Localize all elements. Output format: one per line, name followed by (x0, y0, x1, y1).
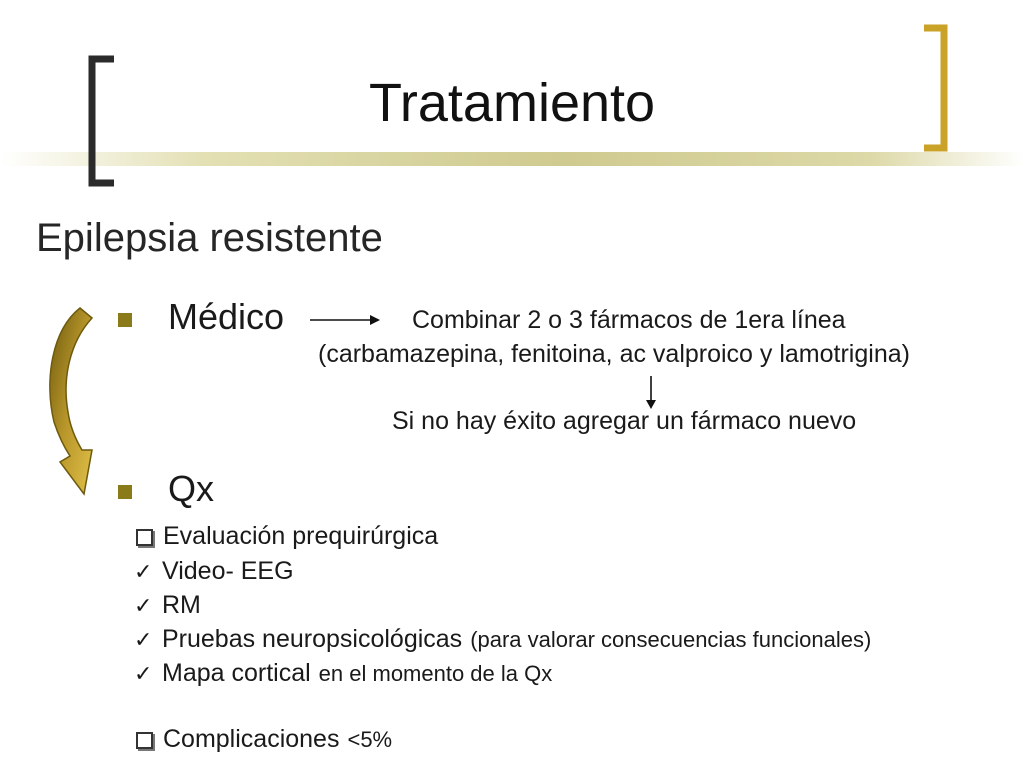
right-arrow-icon (310, 312, 382, 328)
check-label: Mapa cortical (162, 659, 311, 687)
down-arrow-icon (643, 376, 659, 410)
check-item-video-eeg (134, 557, 294, 586)
slide-subtitle: Epilepsia resistente (36, 216, 383, 260)
check-label: Video- EEG (162, 557, 294, 585)
check-item-mapa (134, 659, 552, 688)
checkmark-icon: ✓ (134, 558, 153, 584)
complic-item (136, 725, 392, 754)
check-item-pruebas (134, 625, 871, 654)
complic-value: <5% (347, 726, 393, 752)
medico-line-1: Combinar 2 o 3 fármacos de 1era línea (412, 306, 846, 334)
check-label: Pruebas neuropsicológicas (162, 625, 463, 653)
check-item-rm (134, 591, 201, 620)
medico-line-2: (carbamazepina, fenitoina, ac valproico y lamotrigina) (318, 340, 910, 368)
check-note: en el momento de la Qx (318, 660, 553, 686)
bullet-qx: Qx (168, 468, 215, 509)
checkmark-icon: ✓ (134, 660, 153, 686)
checkmark-icon: ✓ (134, 626, 153, 652)
bullet-square-icon (118, 313, 132, 327)
title-underline-stripe (0, 152, 1024, 166)
checkbox-icon (136, 732, 153, 749)
bullet-square-icon (118, 485, 132, 499)
bullet-medico: Médico (168, 296, 285, 337)
checkmark-icon: ✓ (134, 592, 153, 618)
eval-item (136, 522, 438, 551)
complic-label: Complicaciones (163, 725, 340, 753)
check-label: RM (162, 591, 201, 619)
check-note: (para valorar consecuencias funcionales) (470, 626, 872, 652)
curved-arrow-icon (40, 300, 110, 500)
slide-title: Tratamiento (368, 73, 656, 133)
checkbox-icon (136, 529, 153, 546)
medico-line-3: Si no hay éxito agregar un fármaco nuevo (392, 407, 857, 435)
eval-label: Evaluación prequirúrgica (163, 522, 439, 550)
